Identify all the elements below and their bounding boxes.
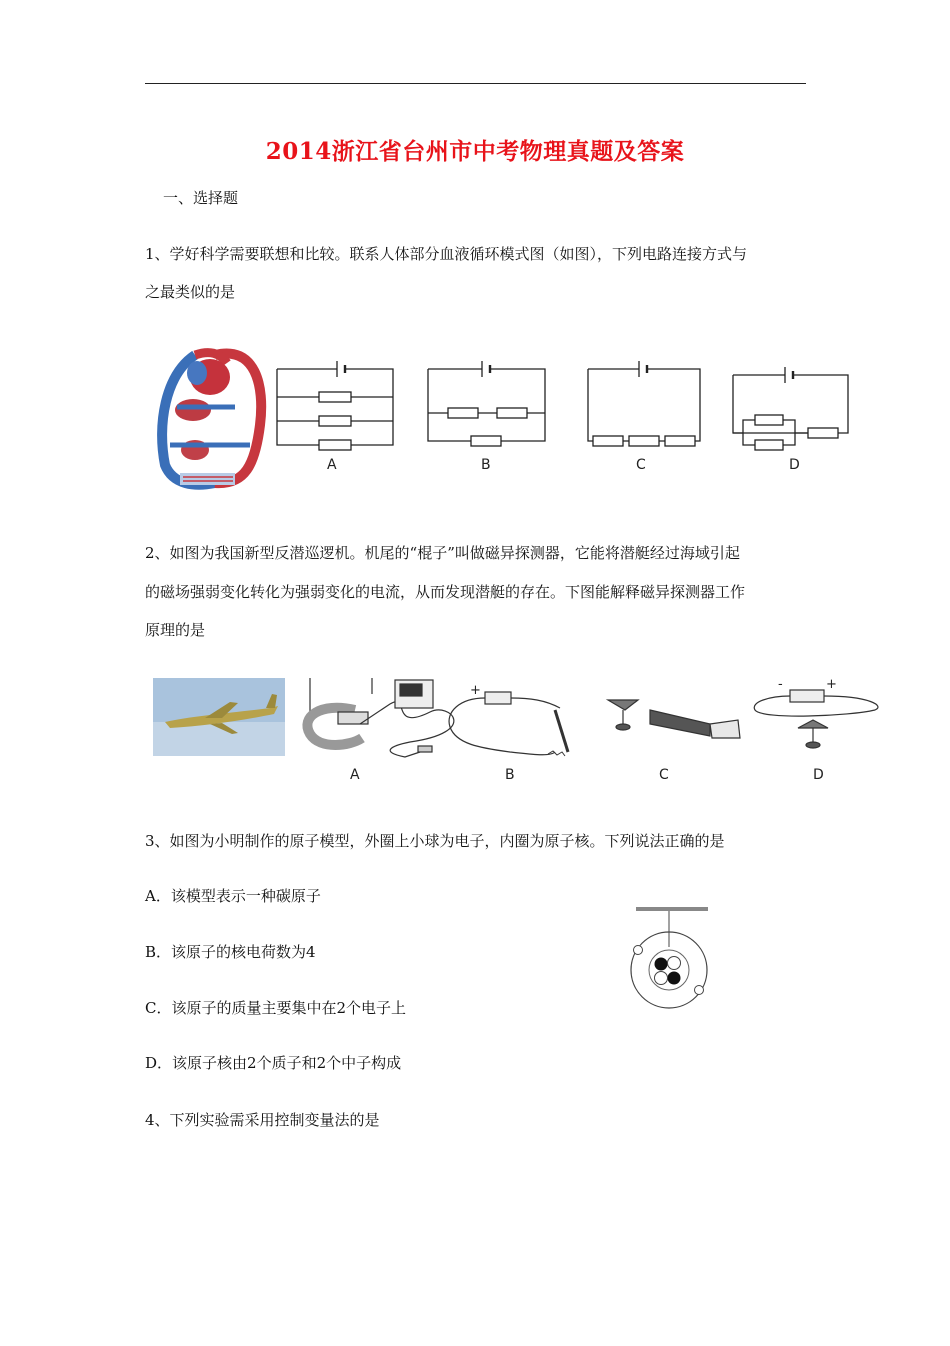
q1-stem-line2: 之最类似的是 bbox=[145, 283, 236, 301]
experiment-b-plus-sign: + bbox=[470, 683, 481, 698]
q2-stem-line3: 原理的是 bbox=[145, 621, 206, 639]
section-heading: 一、选择题 bbox=[163, 189, 239, 207]
atom-model-figure bbox=[626, 903, 726, 1011]
q2-stem-line1: 2、如图为我国新型反潜巡逻机。机尾的“棍子”叫做磁异探测器，它能将潜艇经过海域引起 bbox=[145, 544, 740, 562]
experiment-d-plus-sign: + bbox=[826, 677, 837, 692]
experiment-b-electromagnet bbox=[449, 692, 568, 756]
q2-option-a-label: A bbox=[350, 767, 360, 783]
q1-stem-line1: 1、学好科学需要联想和比较。联系人体部分血液循环模式图（如图），下列电路连接方式与 bbox=[145, 245, 748, 263]
q1-option-a-label: A bbox=[327, 457, 337, 473]
q2-stem-line2: 的磁场强弱变化转化为强弱变化的电流，从而发现潜艇的存在。下图能解释磁异探测器工作 bbox=[145, 583, 746, 601]
q1-option-d-label: D bbox=[789, 457, 800, 473]
experiment-d-oersted bbox=[754, 690, 878, 748]
q3-option-a: A．该模型表示一种碳原子 bbox=[145, 887, 321, 905]
q3-option-b: B．该原子的核电荷数为4 bbox=[145, 943, 316, 961]
circuit-c bbox=[588, 361, 700, 446]
q3-option-c: C．该原子的质量主要集中在2个电子上 bbox=[145, 999, 407, 1017]
q1-option-b-label: B bbox=[481, 457, 491, 473]
circuit-b bbox=[428, 361, 545, 446]
q2-option-d-label: D bbox=[813, 767, 824, 783]
q3-stem: 3、如图为小明制作的原子模型，外圈上小球为电子，内圈为原子核。下列说法正确的是 bbox=[145, 832, 725, 850]
header-rule bbox=[145, 83, 806, 84]
experiment-c-compass-magnet bbox=[608, 700, 740, 738]
circuit-a bbox=[277, 361, 393, 450]
q4-stem: 4、下列实验需采用控制变量法的是 bbox=[145, 1111, 380, 1129]
patrol-aircraft-photo bbox=[153, 678, 285, 756]
q2-option-c-label: C bbox=[659, 767, 669, 783]
experiment-d-minus-sign: - bbox=[778, 677, 783, 692]
circuit-d bbox=[733, 367, 848, 450]
q2-option-b-label: B bbox=[505, 767, 515, 783]
page-title: 2014浙江省台州市中考物理真题及答案 bbox=[265, 138, 685, 165]
q2-figure bbox=[150, 672, 890, 787]
experiment-a-induction bbox=[307, 678, 453, 757]
q3-option-d: D．该原子核由2个质子和2个中子构成 bbox=[145, 1054, 402, 1072]
q1-option-c-label: C bbox=[636, 457, 646, 473]
q1-figure bbox=[155, 345, 875, 495]
blood-circulation-diagram bbox=[162, 353, 261, 485]
